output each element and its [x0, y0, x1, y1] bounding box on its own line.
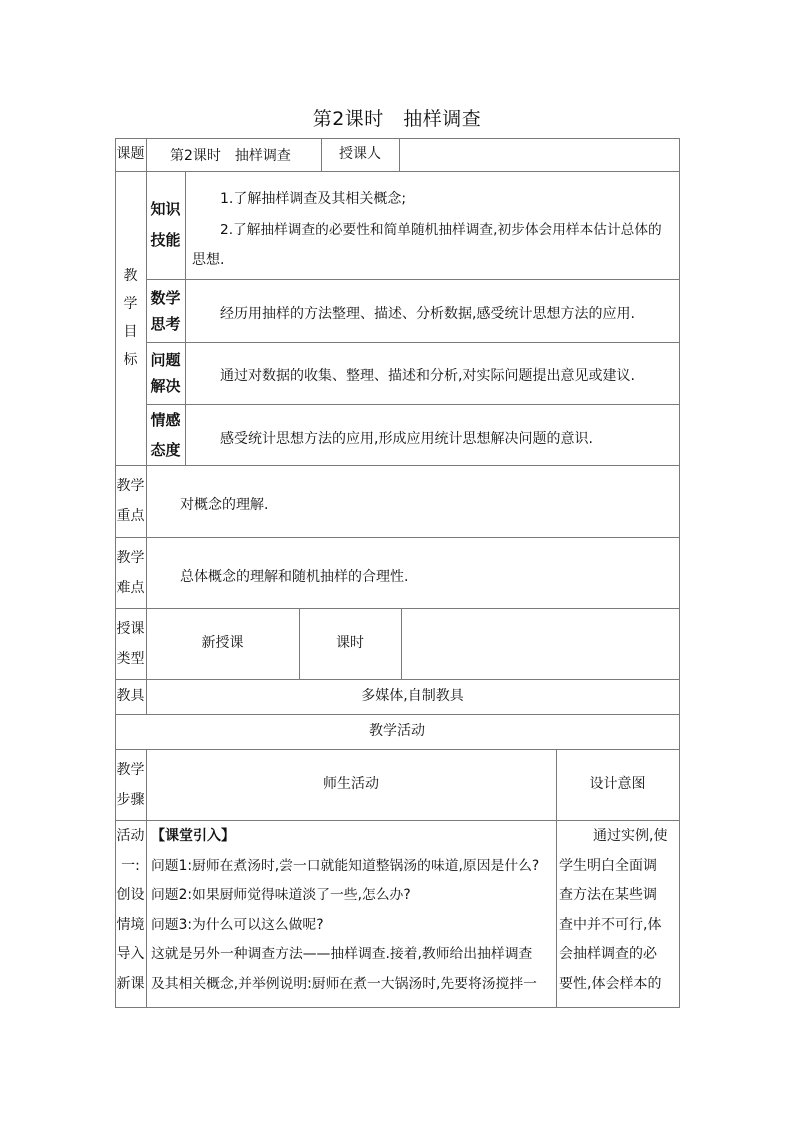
lesson-hours-value[interactable]: [401, 608, 679, 679]
activities-header: 教学活动: [369, 723, 425, 740]
activity-one-line: 这就是另外一种调查方法——抽样调查.接着,教师给出抽样调查: [151, 946, 533, 962]
activity-one-intent: 通过实例,使 学生明白全面调 查方法在某些调 查中并不可行,体 会抽样调查的必 要性,体会样本的: [559, 828, 668, 992]
lesson-type-label: 授课 类型: [116, 620, 145, 667]
intent-column-header: 设计意图: [589, 776, 646, 793]
steps-label: 教学 步骤: [116, 761, 145, 808]
lesson-type-value: 新授课: [201, 635, 244, 652]
activity-one-line: 问题2:如果厨师觉得味道淡了一些,怎么办?: [151, 887, 411, 903]
lesson-hours-label: 课时: [336, 635, 364, 652]
objective-knowledge-line-3: 思想.: [192, 252, 225, 268]
objective-category-knowledge: 知识 技能: [150, 200, 181, 249]
activity-column-header: 师生活动: [323, 776, 379, 793]
topic-label: 课题: [116, 146, 145, 163]
objective-category-attitude: 情感 态度: [150, 410, 181, 459]
difficulty-value: 总体概念的理解和随机抽样的合理性.: [180, 569, 409, 585]
activity-one-line: 问题3:为什么可以这么做呢?: [151, 916, 324, 933]
objective-knowledge-line-1: 1.了解抽样调查及其相关概念;: [220, 191, 407, 207]
teacher-label: 授课人: [339, 146, 381, 163]
activity-one-line: 问题1:厨师在煮汤时,尝一口就能知道整锅汤的味道,原因是什么?: [151, 857, 540, 874]
objective-category-problem: 问题 解决: [150, 351, 181, 395]
page-title: 第2课时 抽样调查: [312, 108, 482, 130]
teaching-aids-label: 教具: [116, 688, 145, 705]
activity-one-heading: 【课堂引入】: [151, 828, 235, 844]
key-point-value: 对概念的理解.: [180, 497, 269, 513]
objective-problem-text: 通过对数据的收集、整理、描述和分析,对实际问题提出意见或建议.: [220, 368, 635, 384]
key-point-label: 教学 重点: [116, 478, 145, 524]
activity-one-line: 及其相关概念,并举例说明:厨师在煮一大锅汤时,先要将汤搅拌一: [151, 975, 537, 992]
activity-one-label: 活动 一: 创设 情境 导入 新课: [116, 828, 145, 992]
objectives-label: 教 学 目 标: [123, 268, 138, 368]
objective-attitude-text: 感受统计思想方法的应用,形成应用统计思想解决问题的意识.: [220, 431, 593, 447]
objective-category-thinking: 数学 思考: [150, 288, 181, 333]
objective-knowledge-line-2: 2.了解抽样调查的必要性和简单随机抽样调查,初步体会用样本估计总体的: [220, 222, 662, 238]
topic-value: 第2课时 抽样调查: [170, 148, 291, 164]
objective-thinking-text: 经历用抽样的方法整理、描述、分析数据,感受统计思想方法的应用.: [220, 306, 635, 322]
activity-one-content: [151, 822, 553, 999]
teaching-aids-value: 多媒体,自制教具: [361, 688, 464, 705]
difficulty-label: 教学 难点: [116, 549, 145, 596]
